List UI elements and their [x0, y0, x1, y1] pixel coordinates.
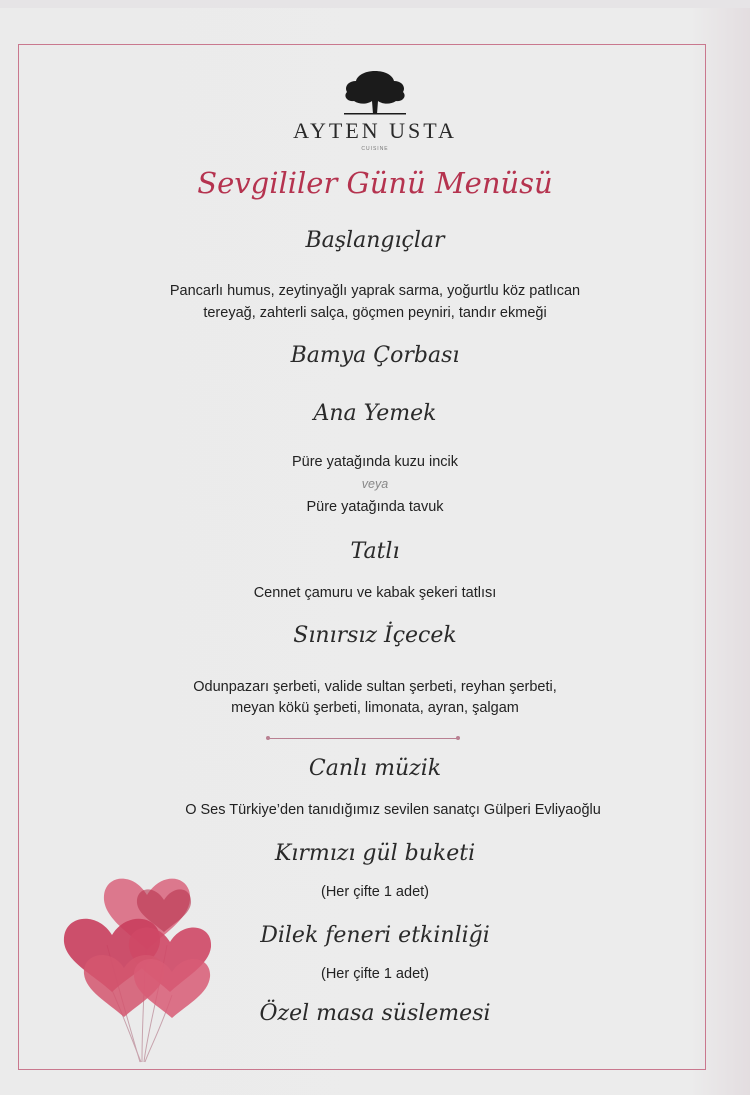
soup-heading: Bamya Çorbası	[290, 343, 460, 368]
brand-subtitle: CUISINE	[361, 146, 389, 152]
section-divider	[268, 738, 458, 739]
roses-note: (Her çifte 1 adet)	[321, 884, 429, 900]
main-option-2: Püre yatağında tavuk	[306, 499, 444, 515]
brand-name: AYTEN USTA	[293, 118, 457, 143]
drinks-heading: Sınırsız İçecek	[293, 623, 457, 648]
dessert-line-1: Cennet çamuru ve kabak şekeri tatlısı	[253, 585, 497, 601]
drinks-line-2: meyan kökü şerbeti, limonata, ayran, şalgam	[231, 700, 519, 716]
heart-balloons-icon	[52, 850, 227, 1070]
starters-line-2: tereyağ, zahterli salça, göçmen peyniri, tandır ekmeği	[203, 305, 547, 321]
menu-title: Sevgililer Günü Menüsü	[197, 166, 553, 200]
main-option-1: Püre yatağında kuzu incik	[291, 454, 459, 470]
music-heading: Canlı müzik	[308, 756, 442, 781]
starters-heading: Başlangıçlar	[305, 228, 445, 253]
main-heading: Ana Yemek	[313, 401, 437, 426]
lantern-note: (Her çifte 1 adet)	[321, 966, 429, 982]
music-line-1: O Ses Türkiye’den tanıdığımız sevilen sanatçı Gülperi Evliyaoğlu	[185, 802, 601, 818]
drinks-line-1: Odunpazarı şerbeti, valide sultan şerbeti, reyhan şerbeti,	[193, 679, 557, 695]
starters-line-1: Pancarlı humus, zeytinyağlı yaprak sarma, yoğurtlu köz patlıcan	[169, 283, 581, 299]
table-heading: Özel masa süslemesi	[259, 1001, 491, 1026]
dessert-heading: Tatlı	[350, 539, 400, 564]
tree-logo-icon	[0, 68, 750, 121]
lantern-heading: Dilek feneri etkinliği	[260, 923, 490, 948]
roses-heading: Kırmızı gül buketi	[274, 841, 476, 866]
main-or: veya	[361, 477, 389, 491]
